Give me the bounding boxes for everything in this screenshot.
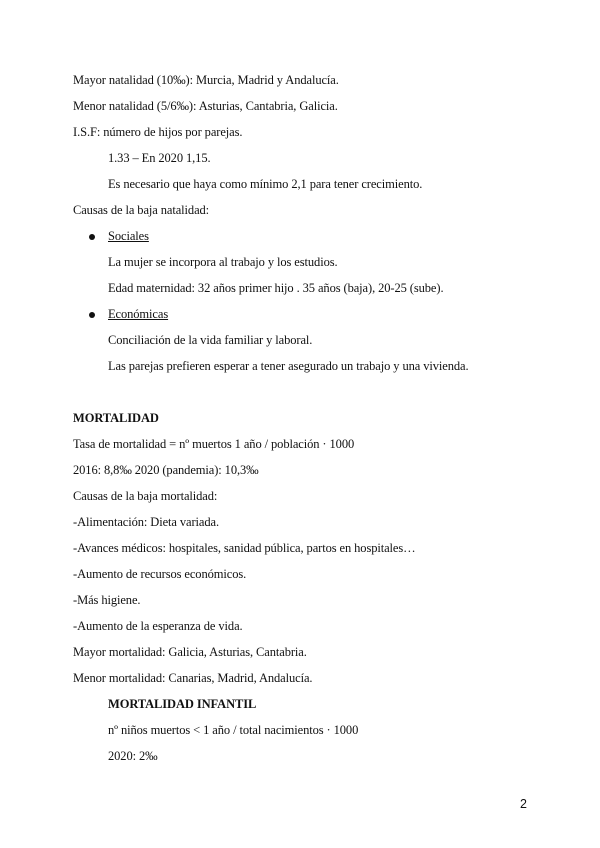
causa-item: -Aumento de la esperanza de vida. bbox=[73, 619, 243, 633]
sociales-item: La mujer se incorpora al trabajo y los estudios. bbox=[108, 255, 338, 269]
menor-natalidad: Menor natalidad (5/6‰): Asturias, Cantabria, Galicia. bbox=[73, 99, 338, 113]
isf-nota: Es necesario que haya como mínimo 2,1 para tener crecimiento. bbox=[108, 177, 423, 191]
mayor-natalidad: Mayor natalidad (10‰): Murcia, Madrid y Andalucía. bbox=[73, 73, 339, 87]
economicas-item: Las parejas prefieren esperar a tener asegurado un trabajo y una vivienda. bbox=[108, 359, 469, 373]
bullet-icon bbox=[89, 234, 95, 240]
page-number: 2 bbox=[520, 797, 527, 811]
menor-mortalidad: Menor mortalidad: Canarias, Madrid, Andalucía. bbox=[73, 671, 313, 685]
isf-definicion: I.S.F: número de hijos por parejas. bbox=[73, 125, 243, 139]
causas-mortalidad-titulo: Causas de la baja mortalidad: bbox=[73, 489, 218, 503]
tasa-mortalidad: Tasa de mortalidad = nº muertos 1 año / población · 1000 bbox=[73, 437, 355, 451]
bullet-icon bbox=[89, 312, 95, 318]
sociales-label: Sociales bbox=[108, 229, 149, 243]
economicas-label: Económicas bbox=[108, 307, 169, 321]
causas-natalidad-titulo: Causas de la baja natalidad: bbox=[73, 203, 210, 217]
mortalidad-infantil-formula: nº niños muertos < 1 año / total nacimientos · 1000 bbox=[108, 723, 359, 737]
mortalidad-heading: MORTALIDAD bbox=[73, 411, 159, 425]
sociales-item: Edad maternidad: 32 años primer hijo . 35 años (baja), 20-25 (sube). bbox=[108, 281, 444, 295]
mayor-mortalidad: Mayor mortalidad: Galicia, Asturias, Cantabria. bbox=[73, 645, 307, 659]
causa-item: -Aumento de recursos económicos. bbox=[73, 567, 247, 581]
causa-item: -Avances médicos: hospitales, sanidad pública, partos en hospitales… bbox=[73, 541, 416, 555]
mortalidad-infantil-heading: MORTALIDAD INFANTIL bbox=[108, 697, 257, 711]
mortalidad-datos: 2016: 8,8‰ 2020 (pandemia): 10,3‰ bbox=[73, 463, 259, 477]
economicas-item: Conciliación de la vida familiar y laboral. bbox=[108, 333, 313, 347]
isf-valor: 1.33 – En 2020 1,15. bbox=[108, 151, 211, 165]
causa-item: -Alimentación: Dieta variada. bbox=[73, 515, 219, 529]
mortalidad-infantil-dato: 2020: 2‰ bbox=[108, 749, 158, 763]
causa-item: -Más higiene. bbox=[73, 593, 141, 607]
